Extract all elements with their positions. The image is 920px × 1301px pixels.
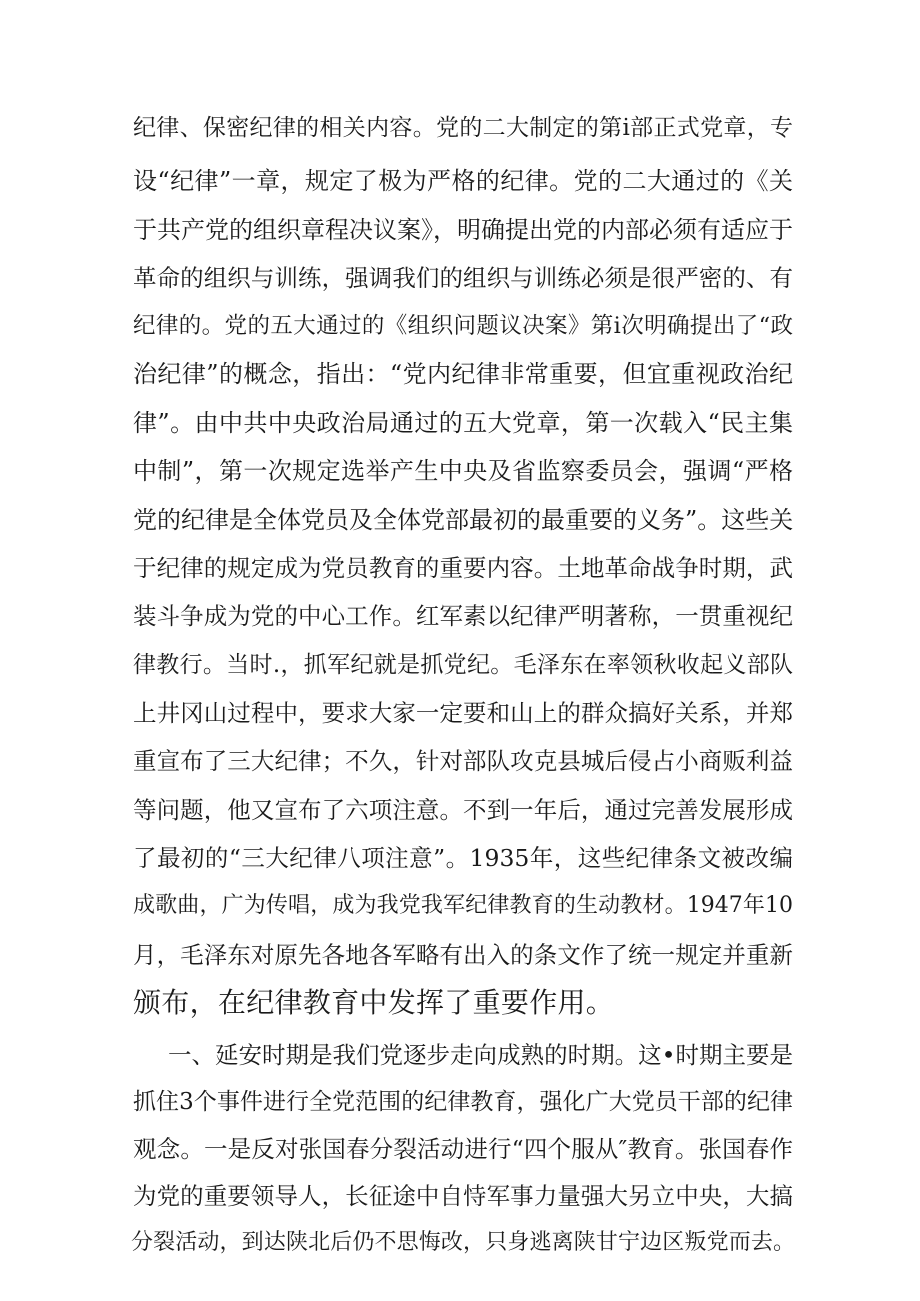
text-line: 了最初的“三大纪律八项注意”。1935年，这些纪律条文被改编 bbox=[133, 844, 793, 872]
text-line: 抓住3个事件进行全党范围的纪律教育，强化广大党员干部的纪律 bbox=[133, 1089, 793, 1115]
text-line: 党的纪律是全体党员及全体党部最初的最重要的义务”。这些关 bbox=[133, 506, 794, 534]
text-line: 月，毛泽东对原先各地各军略有出入的条文作了统一规定并重新 bbox=[133, 941, 793, 969]
text-line: 纪律的。党的五大通过的《组织问题议决案》第i次明确提出了“政 bbox=[133, 313, 793, 339]
text-line: 分裂活动，到达陕北后仍不思悔改，只身逃离陕甘宁边区叛党而去。 bbox=[131, 1230, 795, 1255]
text-line: 律教行。当时.，抓军纪就是抓党纪。毛泽东在率领秋收起义部队 bbox=[133, 652, 793, 678]
text-line: 一、延安时期是我们党逐步走向成熟的时期。这•时期主要是 bbox=[168, 1041, 793, 1069]
text-line: 观念。一是反对张国春分裂活动进行“四个服从″教育。张国春作 bbox=[133, 1135, 793, 1163]
text-line: 治纪律”的概念，指出：“党内纪律非常重要，但宜重视政治纪 bbox=[133, 360, 793, 388]
text-line: 中制”，第一次规定选举产生中央及省监察委员会，强调“严格 bbox=[133, 457, 793, 485]
text-line: 成歌曲，广为传唱，成为我党我军纪律教育的生动教材。1947年10 bbox=[133, 893, 794, 918]
text-line: 纪律、保密纪律的相关内容。党的二大制定的第i部正式党章，专 bbox=[133, 115, 793, 141]
text-line: 装斗争成为党的中心工作。红军素以纪律严明著称，一贯重视纪 bbox=[133, 602, 793, 630]
text-line: 上井冈山过程中，要求大家一定要和山上的群众搞好关系，并郑 bbox=[133, 699, 793, 727]
text-line: 颁布，在纪律教育中发挥了重要作用。 bbox=[133, 986, 615, 1019]
text-line: 革命的组织与训练，强调我们的组织与训练必须是很严密的、有 bbox=[133, 264, 793, 292]
text-line: 于共产党的组织章程决议案》，明确提出党的内部必须有适应于 bbox=[133, 216, 793, 244]
text-line: 重宣布了三大纪律；不久，针对部队攻克县城后侵占小商贩利益 bbox=[133, 747, 793, 775]
text-line: 于纪律的规定成为党员教育的重要内容。土地革命战争时期，武 bbox=[133, 554, 793, 582]
text-line: 等问题，他又宣布了六项注意。不到一年后，通过完善发展形成 bbox=[133, 796, 793, 824]
text-line: 设“纪律”一章，规定了极为严格的纪律。党的二大通过的《关 bbox=[133, 167, 793, 195]
text-line: 律”。由中共中央政治局通过的五大党章，第一次载入“民主集 bbox=[133, 409, 793, 437]
text-line: 为党的重要领导人，长征途中自恃军事力量强大另立中央，大搞 bbox=[133, 1182, 793, 1210]
